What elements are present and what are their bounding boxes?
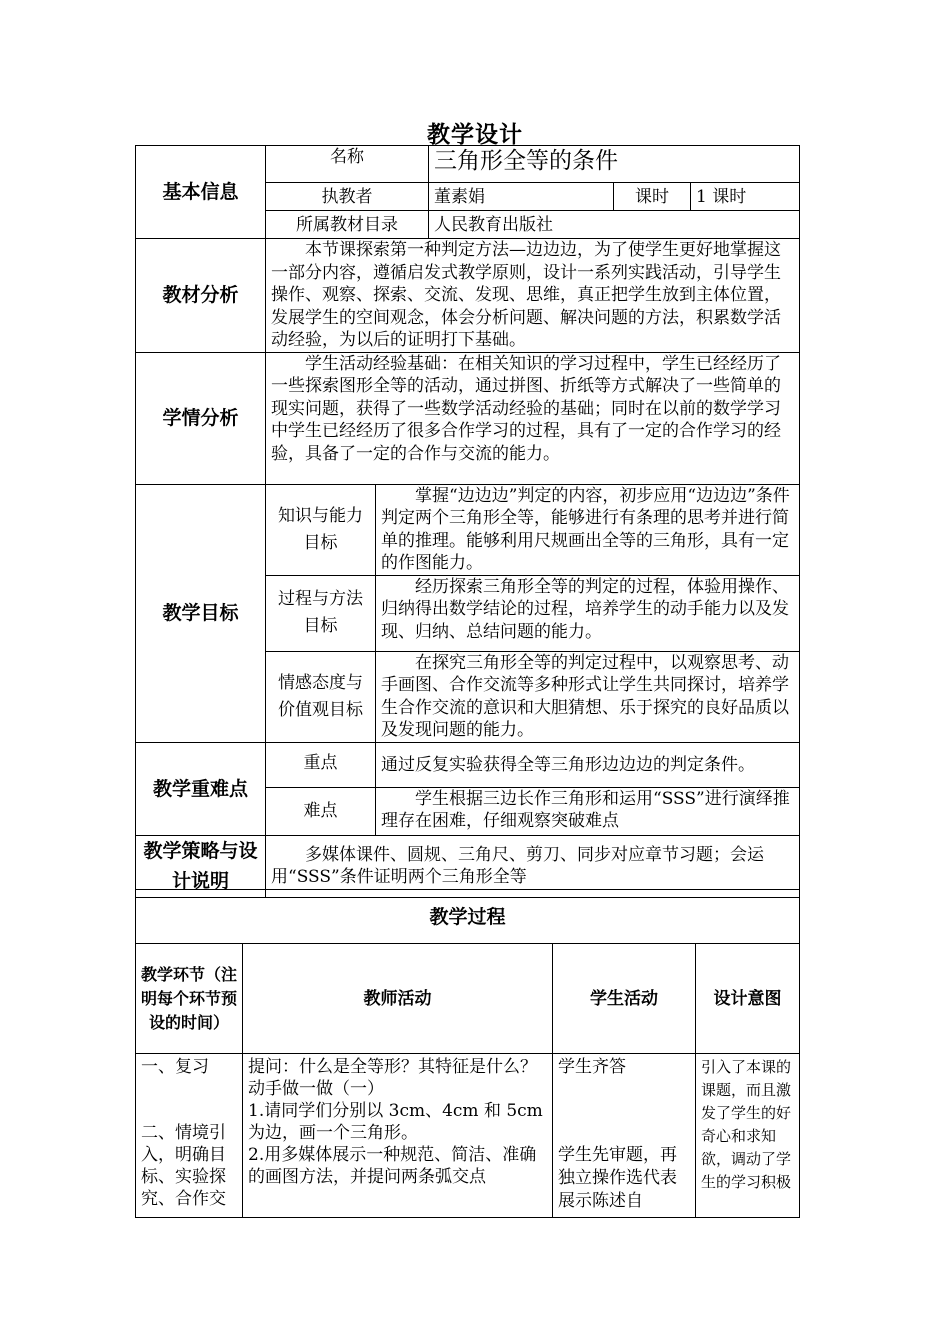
col-student-header: 学生活动 <box>553 944 696 1054</box>
knowledge-goal-label: 知识与能力目标 <box>266 484 376 575</box>
strategy-header-text: 教学策略与设计说明 <box>143 840 258 892</box>
textbook-analysis-content: 本节课探索第一种判定方法—边边边，为了使学生更好地掌握这一部分内容，遵循启发式教学原则，设计一系列实践活动，引导学生操作、观察、探索、交流、发现、思维，真正把学生放到主体位置，发展学生的空间观念，体会分析问题、解决问题的方法，积累数学活动经验，为以后的证明打下基础。 <box>266 239 800 353</box>
page-title: 教学设计 <box>427 122 523 148</box>
key-difficulty-header: 教学重难点 <box>136 742 266 835</box>
student-analysis-header: 学情分析 <box>136 352 266 484</box>
name-value: 三角形全等的条件 <box>429 146 800 183</box>
student-analysis-content: 学生活动经验基础：在相关知识的学习过程中，学生已经经历了一些探索图形全等的活动，通过拼图、折纸等方式解决了一些简单的现实问题，获得了一些数学活动经验的基础；同时在以前的数学学习中学生已经经历了很多合作学习的过程，具有了一定的合作学习的经验，具备了一定的合作与交流的能力。 <box>266 352 800 484</box>
process-table <box>135 889 800 1218</box>
emotion-goal-content: 在探究三角形全等的判定过程中，以观察思考、动手画图、合作交流等多种形式让学生共同探讨，培养学生合作交流的意识和大胆猜想、乐于探究的良好品质以及发现问题的能力。 <box>376 651 800 742</box>
design-intent: 引入了本课的课题，而且激发了学生的好奇心和求知欲，调动了学生的学习积极 <box>696 1054 800 1218</box>
stage-review: 一、复习 <box>141 1057 209 1077</box>
period-label: 课时 <box>614 183 691 211</box>
teacher-activity-title: 动手做一做（一） <box>248 1079 384 1099</box>
teacher-question: 提问：什么是全等形？其特征是什么？ <box>248 1057 537 1077</box>
teacher-value: 董素娟 <box>429 183 614 211</box>
strategy-content: 多媒体课件、圆规、三角尺、剪刀、同步对应章节习题；会运用“SSS”条件证明两个三角形全等 <box>266 835 800 897</box>
focus-label: 重点 <box>266 742 376 787</box>
basic-info-header: 基本信息 <box>136 146 266 239</box>
focus-content: 通过反复实验获得全等三角形边边边的判定条件。 <box>376 742 800 787</box>
col-stage-header: 教学环节（注明每个环节预设的时间） <box>136 944 243 1054</box>
process-goal-label: 过程与方法目标 <box>266 575 376 651</box>
process-goal-content: 经历探索三角形全等的判定的过程，体验用操作、归纳得出数学结论的过程，培养学生的动手能力以及发现、归纳、总结问题的能力。 <box>376 575 800 651</box>
emotion-goal-label: 情感态度与价值观目标 <box>266 651 376 742</box>
student-answer: 学生齐答 <box>558 1057 626 1077</box>
knowledge-goal-content: 掌握“边边边”判定的内容，初步应用“边边边”条件判定两个三角形全等，能够进行有条理的思考并进行简单的推理。能够利用尺规画出全等的三角形，具有一定的作图能力。 <box>376 484 800 575</box>
teacher-step-2: 2.用多媒体展示一种规范、简洁、准确的画图方法，并提问两条弧交点 <box>248 1145 537 1187</box>
teaching-goals-header: 教学目标 <box>136 484 266 742</box>
strategy-header <box>136 835 266 897</box>
name-label: 名称 <box>266 146 429 183</box>
difficulty-content: 学生根据三边长作三角形和运用“SSS”进行演绎推理存在困难，仔细观察突破难点 <box>376 787 800 835</box>
col-teacher-header: 教师活动 <box>243 944 553 1054</box>
teacher-label: 执教者 <box>266 183 429 211</box>
period-value: 1 课时 <box>691 183 800 211</box>
col-intent-header: 设计意图 <box>696 944 800 1054</box>
stage-intro: 二、情境引入，明确目标、实验探究、合作交 <box>141 1123 226 1209</box>
teacher-step-1: 1.请同学们分别以 3cm、4cm 和 5cm 为边，画一个三角形。 <box>248 1101 543 1143</box>
info-table <box>135 145 800 898</box>
catalog-value: 人民教育出版社 <box>429 211 800 239</box>
process-header: 教学过程 <box>136 890 800 944</box>
textbook-analysis-header: 教材分析 <box>136 239 266 353</box>
catalog-label: 所属教材目录 <box>266 211 429 239</box>
student-operate: 学生先审题，再独立操作选代表展示陈述自 <box>558 1145 677 1211</box>
difficulty-label: 难点 <box>266 787 376 835</box>
